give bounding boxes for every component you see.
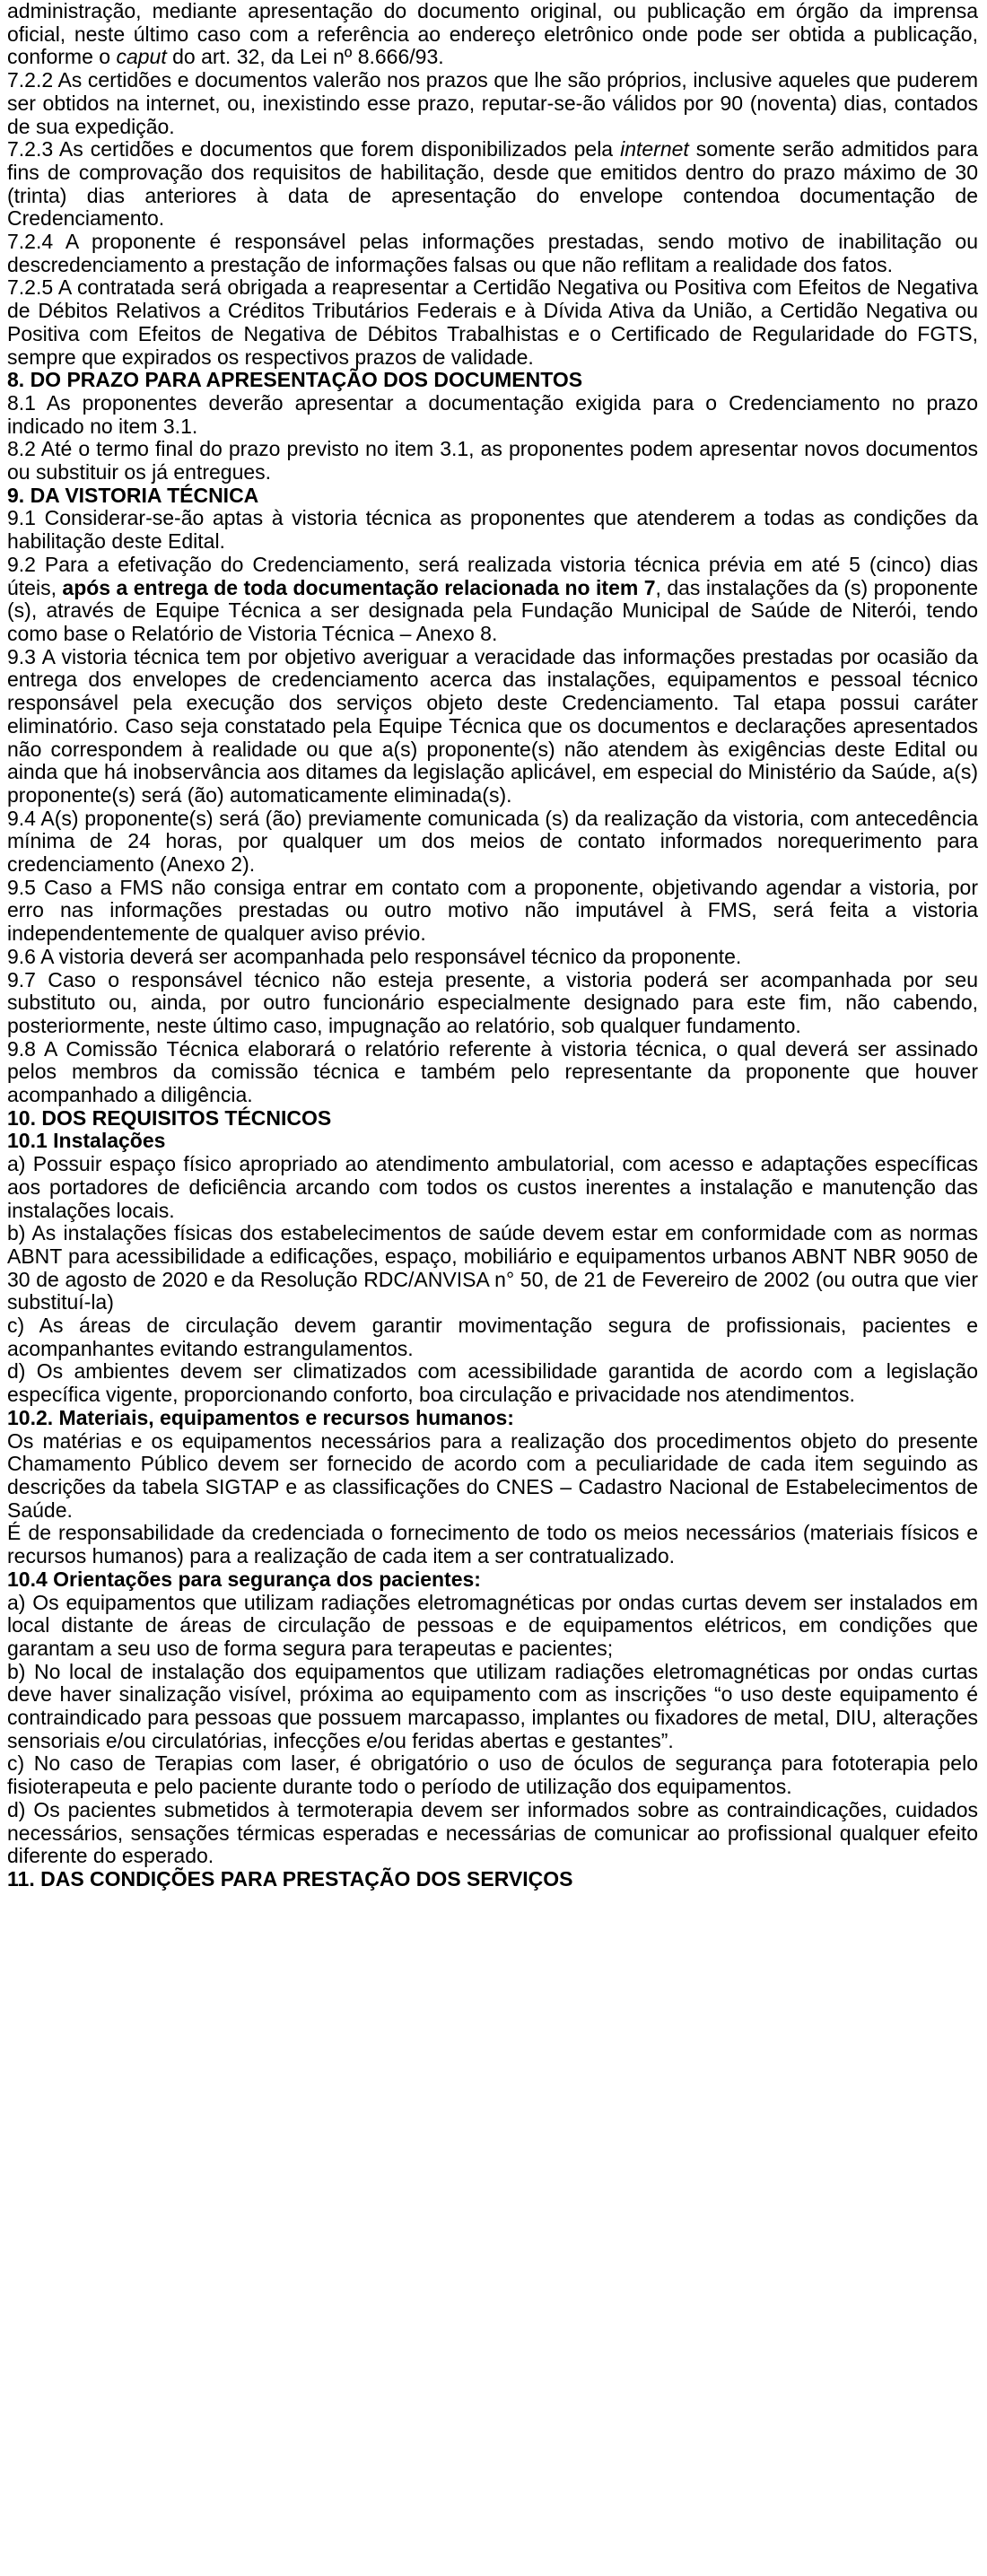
text-run: administração, mediante apresentação do documento original, ou publicação em órgão da imprensa oficial, neste último caso com a referência ao endereço eletrônico onde pode ser obtida a publicação, conforme o (7, 0, 978, 69)
text-run: c) As áreas de circulação devem garantir movimentação segura de profissionais, pacientes e acompanhantes evitando estrangulamentos. (7, 1314, 978, 1360)
text-run: Os matérias e os equipamentos necessários para a realização dos procedimentos objeto do presente Chamamento Público devem ser fornecido de acordo com a peculiaridade de cada item seguindo as descrições da tabela SIGTAP e as classificações do CNES – Cadastro Nacional de Estabelecimentos de Saúde. (7, 1428, 978, 1522)
text-run: 8.2 Até o termo final do prazo previsto no item 3.1, as proponentes podem apresentar novos documentos ou substituir os já entregues. (7, 437, 978, 485)
paragraph (7, 969, 978, 1038)
text-run: 10.4 Orientações para segurança dos pacientes: (7, 1567, 481, 1591)
paragraph (7, 877, 978, 946)
paragraph (7, 1430, 978, 1523)
section-heading (7, 485, 978, 508)
section-heading (7, 1407, 978, 1430)
paragraph (7, 1522, 978, 1567)
paragraph (7, 507, 978, 553)
text-run: b) No local de instalação dos equipamentos que utilizam radiações eletromagnéticas por ondas curtas deve haver sinalização visível, próxima ao equipamento com as inscrições “o uso deste equipamento é contraindicado para pessoas que possuem marcapasso, implantes ou fixadores de metal, DIU, alterações sensoriais e/ou circulatórias, infecções e/ou feridas abertas e gestantes”. (7, 1659, 978, 1752)
paragraph (7, 1799, 978, 1868)
paragraph (7, 1661, 978, 1753)
text-run: b) As instalações físicas dos estabelecimentos de saúde devem estar em conformidade com as normas ABNT para acessibilidade a edificações, espaço, mobiliário e equipamentos urbanos ABNT NBR 9050 de 30 de agosto de 2020 e da Resolução RDC/ANVISA n° 50, de 21 de Fevereiro de 2002 (ou outra que vier substituí-la) (7, 1221, 978, 1314)
text-run: 9.5 Caso a FMS não consiga entrar em contato com a proponente, objetivando agendar a vistoria, por erro nas informações prestadas ou outro motivo não imputável à FMS, será feita a vistoria independentemente de qualquer aviso prévio. (7, 875, 978, 946)
paragraph (7, 1038, 978, 1107)
text-run: 7.2.4 A proponente é responsável pelas informações prestadas, sendo motivo de inabilitação ou descredenciamento a prestação de informações falsas ou que não reflitam a realidade dos fatos. (7, 230, 978, 276)
italic-text: internet (620, 137, 689, 162)
text-run: 11. DAS CONDIÇÕES PARA PRESTAÇÃO DOS SERVIÇOS (7, 1866, 573, 1891)
paragraph (7, 1360, 978, 1406)
section-heading (7, 1130, 978, 1153)
text-run: 7.2.3 As certidões e documentos que forem disponibilizados pela (7, 137, 621, 162)
text-run: d) Os ambientes devem ser climatizados com acessibilidade garantida de acordo com a legislação específica vigente, proporcionando conforto, boa circulação e privacidade nos atendimentos. (7, 1359, 978, 1407)
paragraph (7, 0, 978, 69)
text-run: 9.6 A vistoria deverá ser acompanhada pelo responsável técnico da proponente. (7, 944, 742, 968)
section-heading (7, 1868, 978, 1891)
section-heading (7, 1568, 978, 1592)
paragraph (7, 1153, 978, 1222)
paragraph (7, 138, 978, 231)
text-run: 9.7 Caso o responsável técnico não esteja presente, a vistoria poderá ser acompanhada por seu substituto ou, ainda, por outro funcionário especialmente designado para este fim, não cabendo, posteriormente, neste último caso, impugnação ao relatório, sob qualquer fundamento. (7, 967, 978, 1037)
text-run: do art. 32, da Lei nº 8.666/93. (166, 45, 444, 69)
paragraph (7, 1222, 978, 1314)
paragraph (7, 231, 978, 276)
section-heading (7, 1107, 978, 1131)
text-run: 9.1 Considerar-se-ão aptas à vistoria técnica as proponentes que atenderem a todas as condições da habilitação deste Edital. (7, 506, 978, 554)
paragraph (7, 808, 978, 877)
bold-text: após a entrega de toda documentação relacionada no item 7 (62, 575, 656, 599)
paragraph (7, 646, 978, 808)
section-heading (7, 369, 978, 392)
text-run: 8.1 As proponentes deverão apresentar a documentação exigida para o Credenciamento no prazo indicado no item 3.1. (7, 390, 978, 438)
text-run: 9.4 A(s) proponente(s) será (ão) previamente comunicada (s) da realização da vistoria, com antecedência mínima de 24 horas, por qualquer um dos meios de contato informados norequerimento para credenciamento (Anexo 2). (7, 806, 978, 877)
italic-text: caput (116, 45, 167, 69)
paragraph (7, 946, 978, 969)
paragraph (7, 1752, 978, 1798)
text-run: c) No caso de Terapias com laser, é obrigatório o uso de óculos de segurança para fototerapia pelo fisioterapeuta e pelo paciente durante todo o período de utilização dos equipamentos. (7, 1751, 978, 1799)
text-run: 10.1 Instalações (7, 1129, 166, 1153)
paragraph (7, 276, 978, 369)
text-run: a) Possuir espaço físico apropriado ao atendimento ambulatorial, com acesso e adaptações específicas aos portadores de deficiência arcando com todos os custos inerentes a instalação e manutenção das instalações locais. (7, 1152, 978, 1222)
text-run: 7.2.2 As certidões e documentos valerão nos prazos que lhe são próprios, inclusive aqueles que puderem ser obtidos na internet, ou, inexistindo esse prazo, reputar-se-ão válidos por 90 (noventa) dias, contados de sua expedição. (7, 68, 978, 138)
text-run: 9.2 Para a efetivação do Credenciamento, será realizada vistoria técnica prévia em até 5 (cinco) dias úteis, (7, 552, 978, 599)
text-run: 7.2.5 A contratada será obrigada a reapresentar a Certidão Negativa ou Positiva com Efeitos de Negativa de Débitos Relativos a Créditos Tributários Federais e à Dívida Ativa da União, a Certidão Negativa ou Positiva com Efeitos de Negativa de Débitos Trabalhistas e o Certificado de Regularidade do FGTS, sempre que expirados os respectivos prazos de validade. (7, 275, 978, 369)
text-run: 9.8 A Comissão Técnica elaborará o relatório referente à vistoria técnica, o qual deverá ser assinado pelos membros da comissão técnica e também pelo representante da proponente que houver acompanhado a diligência. (7, 1036, 978, 1107)
paragraph (7, 1592, 978, 1661)
text-run: 9.3 A vistoria técnica tem por objetivo averiguar a veracidade das informações prestadas por ocasião da entrega dos envelopes de credenciamento acerca das instalações, equipamentos e pessoal técnico responsável pela execução dos serviços objeto deste Credenciamento. Tal etapa possui caráter eliminatório. Caso seja constatado pela Equipe Técnica que os documentos e declarações apresentados não correspondem à realidade ou que a(s) proponente(s) não atendem às exigências deste Edital ou ainda que há inobservância aos ditames da legislação aplicável, em especial do Ministério da Saúde, a(s) proponente(s) será (ão) automaticamente eliminada(s). (7, 644, 978, 807)
text-run: 9. DA VISTORIA TÉCNICA (7, 483, 259, 507)
text-run: 10. DOS REQUISITOS TÉCNICOS (7, 1105, 332, 1130)
text-run: somente serão admitidos para fins de comprovação dos requisitos de habilitação, desde que emitidos dentro do prazo máximo de 30 (trinta) dias anteriores à data de apresentação do envelope contendoa documentação de Credenciamento. (7, 137, 978, 231)
paragraph (7, 392, 978, 438)
text-run: a) Os equipamentos que utilizam radiações eletromagnéticas por ondas curtas devem ser instalados em local distante de áreas de circulação de pessoas e de equipamentos elétricos, em condições que garantam a seu uso de forma segura para terapeutas e pacientes; (7, 1590, 978, 1660)
paragraph (7, 69, 978, 138)
text-run: É de responsabilidade da credenciada o fornecimento de todo os meios necessários (materiais físicos e recursos humanos) para a realização de cada item a ser contratualizado. (7, 1521, 978, 1568)
text-run: 10.2. Materiais, equipamentos e recursos humanos: (7, 1405, 514, 1429)
paragraph (7, 438, 978, 484)
text-run: , das instalações da (s) proponente (s), através de Equipe Técnica a ser designada pela Fundação Municipal de Saúde de Niterói, tendo como base o Relatório de Vistoria Técnica – Anexo 8. (7, 575, 978, 645)
text-run: 8. DO PRAZO PARA APRESENTAÇÃO DOS DOCUMENTOS (7, 368, 583, 392)
text-run: d) Os pacientes submetidos à termoterapia devem ser informados sobre as contraindicações, cuidados necessários, sensações térmicas esperadas e necessárias de comunicar ao profissional qualquer efeito diferente do esperado. (7, 1797, 978, 1868)
paragraph (7, 554, 978, 646)
paragraph (7, 1314, 978, 1360)
